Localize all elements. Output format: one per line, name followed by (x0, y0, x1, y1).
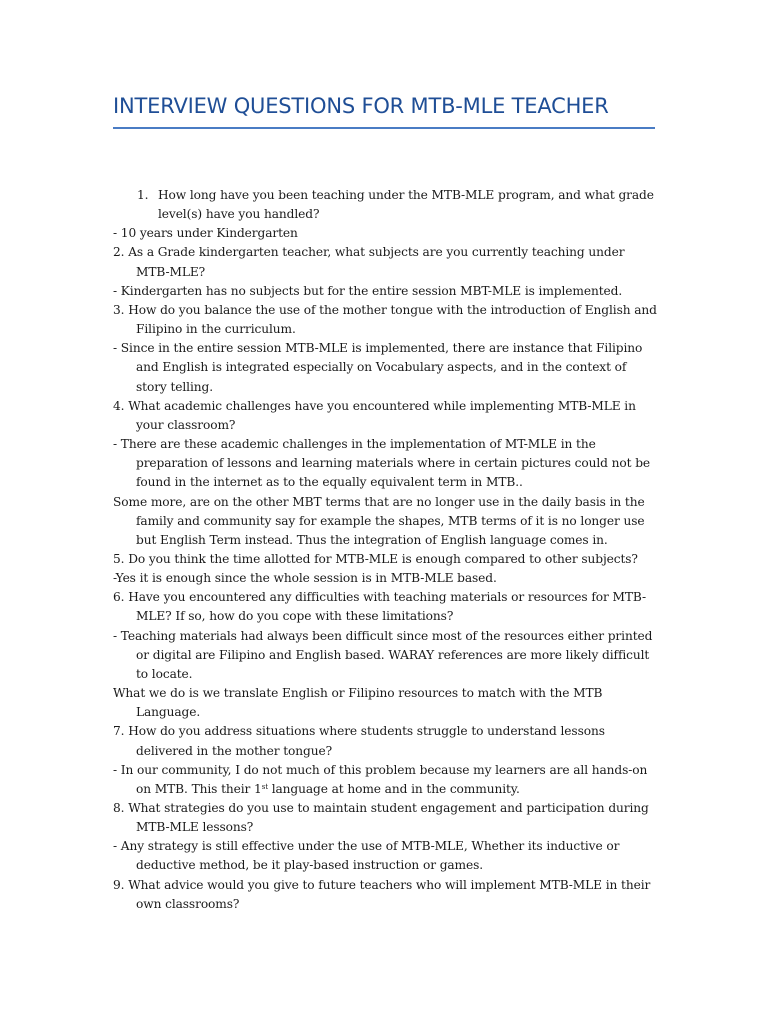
question-1-text: How long have you been teaching under the MTB-MLE program, and what grade level(s) have you handled? (158, 188, 654, 222)
document-body (113, 186, 658, 914)
question-9: 9. What advice would you give to future teachers who will implement MTB-MLE in their own classrooms? (113, 877, 651, 911)
title-underline-rule (113, 127, 655, 129)
answer-3: - Since in the entire session MTB-MLE is implemented, there are instance that Filipino and English is integrated especially on Vocabulary aspects, and in the context of story telling. (113, 341, 643, 394)
question-1-number: 1. (137, 188, 149, 202)
answer-1: - 10 years under Kindergarten (113, 226, 298, 241)
question-1 (113, 186, 658, 224)
answer-8: - Any strategy is still effective under the use of MTB-MLE, Whether its inductive or deductive method, be it play-based instruction or games. (113, 839, 620, 873)
answer-5: -Yes it is enough since the whole session is in MTB-MLE based. (113, 571, 497, 586)
question-5: 5. Do you think the time allotted for MTB-MLE is enough compared to other subjects? (113, 551, 638, 566)
answer-6-part-2: What we do is we translate English or Filipino resources to match with the MTB Language. (113, 686, 603, 720)
question-2: 2. As a Grade kindergarten teacher, what subjects are you currently teaching under MTB-MLE? (113, 245, 625, 279)
question-3: 3. How do you balance the use of the mother tongue with the introduction of English and Filipino in the curriculum. (113, 302, 657, 337)
question-7: 7. How do you address situations where students struggle to understand lessons delivered in the mother tongue? (113, 724, 605, 758)
question-8: 8. What strategies do you use to maintain student engagement and participation during MTB-MLE lessons? (113, 801, 649, 835)
answer-7 (113, 761, 658, 799)
answer-6-part-1: - Teaching materials had always been difficult since most of the resources either printed or digital are Filipino and English based. WARAY references are more likely difficult to locate. (113, 628, 653, 681)
answer-7-superscript: st (261, 782, 268, 791)
answer-2: - Kindergarten has no subjects but for the entire session MBT-MLE is implemented. (113, 283, 623, 298)
question-6: 6. Have you encountered any difficulties with teaching materials or resources for MTB-MLE? If so, how do you cope with these limitations? (113, 590, 647, 624)
document-title: INTERVIEW QUESTIONS FOR MTB-MLE TEACHER (113, 94, 609, 118)
answer-4-part-1: - There are these academic challenges in the implementation of MT-MLE in the preparation of lessons and learning materials where in certain pictures could not be found in the internet as to the equally equivalent term in MTB.. (113, 437, 651, 490)
answer-4-part-2: Some more, are on the other MBT terms that are no longer use in the daily basis in the family and community say for example the shapes, MTB terms of it is no longer use but English Term instead. Thus the integration of English language comes in. (113, 494, 645, 547)
question-4: 4. What academic challenges have you encountered while implementing MTB-MLE in your classroom? (113, 398, 636, 432)
answer-7-text-before: - In our community, I do not much of this problem because my learners are all hands-on on MTB. This their 1 (113, 762, 648, 796)
answer-7-text-after: language at home and in the community. (267, 781, 520, 796)
